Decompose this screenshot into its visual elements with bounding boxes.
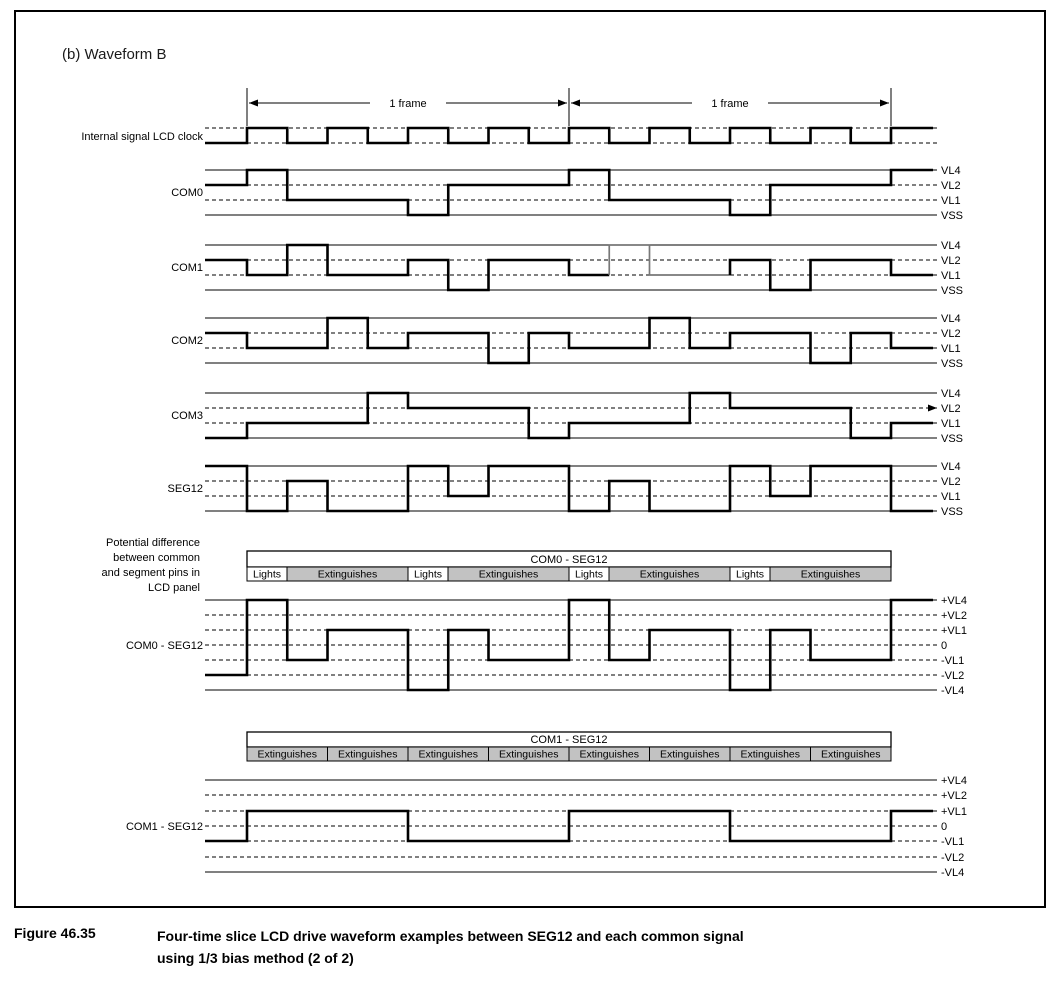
level-label-VL1: VL1 bbox=[941, 491, 961, 503]
level-label--VL1: -VL1 bbox=[941, 836, 965, 848]
level-label-VL1: VL1 bbox=[941, 343, 961, 355]
band-cell-label: Extinguishes bbox=[659, 748, 720, 761]
arrowhead-right-icon bbox=[558, 100, 567, 107]
com1-seg12-band bbox=[247, 732, 891, 761]
band-cell-label: Extinguishes bbox=[498, 748, 559, 761]
waveform-com3 bbox=[205, 393, 933, 438]
signal-label-com0: COM0 bbox=[171, 187, 203, 199]
figure-number: Figure 46.35 bbox=[14, 925, 96, 941]
band-cell-label: Extinguishes bbox=[337, 748, 398, 761]
com0-seg12-band bbox=[247, 551, 891, 581]
level-label-+VL2: +VL2 bbox=[941, 790, 967, 802]
level-label-VL1: VL1 bbox=[941, 270, 961, 282]
signal-label-com3: COM3 bbox=[171, 410, 203, 422]
level-label-VL2: VL2 bbox=[941, 255, 961, 267]
level-label-+VL2: +VL2 bbox=[941, 610, 967, 622]
level-label--VL4: -VL4 bbox=[941, 867, 965, 879]
band-header-label: COM1 - SEG12 bbox=[530, 734, 608, 746]
level-label-+VL4: +VL4 bbox=[941, 775, 967, 787]
arrowhead-right-icon bbox=[880, 100, 889, 107]
level-label-+VL4: +VL4 bbox=[941, 595, 967, 607]
note-line-2: and segment pins in bbox=[101, 567, 200, 579]
level-label-0: 0 bbox=[941, 640, 948, 652]
waveform-com1-a bbox=[205, 245, 609, 290]
band-cell-label: Extinguishes bbox=[418, 748, 479, 761]
level-label-VL2: VL2 bbox=[941, 328, 961, 340]
level-label--VL2: -VL2 bbox=[941, 852, 965, 864]
band-cell-label: Extinguishes bbox=[317, 568, 378, 581]
level-label-0: 0 bbox=[941, 821, 948, 833]
row-com1 bbox=[171, 240, 963, 297]
level-label-VL2: VL2 bbox=[941, 180, 961, 192]
note-line-1: between common bbox=[113, 552, 200, 564]
level-label-+VL1: +VL1 bbox=[941, 625, 967, 637]
level-label-VL4: VL4 bbox=[941, 165, 961, 177]
band-cell-label: Lights bbox=[413, 568, 443, 581]
frame-label-0: 1 frame bbox=[389, 98, 427, 110]
level-label-VSS: VSS bbox=[941, 433, 964, 445]
row-com1-seg12 bbox=[126, 775, 967, 879]
waveform-com2 bbox=[205, 318, 933, 363]
level-label-VL1: VL1 bbox=[941, 195, 961, 207]
level-label--VL4: -VL4 bbox=[941, 685, 965, 697]
frame-label-1: 1 frame bbox=[711, 98, 749, 110]
level-label-VSS: VSS bbox=[941, 210, 964, 222]
signal-label-com1-seg12: COM1 - SEG12 bbox=[125, 821, 203, 833]
level-label-VL2: VL2 bbox=[941, 403, 961, 415]
band-header-label: COM0 - SEG12 bbox=[530, 554, 608, 566]
row-lcd-clock bbox=[81, 128, 937, 143]
level-label-VL2: VL2 bbox=[941, 476, 961, 488]
level-label--VL2: -VL2 bbox=[941, 670, 965, 682]
level-label-VL4: VL4 bbox=[941, 240, 961, 252]
waveform-seg12 bbox=[205, 466, 933, 511]
row-com0 bbox=[171, 165, 963, 222]
caption-line-2: using 1/3 bias method (2 of 2) bbox=[157, 950, 354, 966]
band-cell-label: Extinguishes bbox=[639, 568, 700, 581]
band-cell-label: Lights bbox=[252, 568, 282, 581]
signal-label-com1: COM1 bbox=[171, 262, 203, 274]
band-cell-label: Extinguishes bbox=[740, 748, 801, 761]
level-label-VL4: VL4 bbox=[941, 461, 961, 473]
level-label-VSS: VSS bbox=[941, 506, 964, 518]
band-cell-label: Extinguishes bbox=[800, 568, 861, 581]
row-com0-seg12 bbox=[126, 595, 967, 697]
level-label-VL4: VL4 bbox=[941, 388, 961, 400]
signal-label-com2: COM2 bbox=[171, 335, 203, 347]
level-label-VL1: VL1 bbox=[941, 418, 961, 430]
band-cell-label: Extinguishes bbox=[579, 748, 640, 761]
band-cell-label: Lights bbox=[735, 568, 765, 581]
row-com3 bbox=[171, 388, 963, 445]
level-label--VL1: -VL1 bbox=[941, 655, 965, 667]
note-line-3: LCD panel bbox=[148, 582, 200, 594]
row-seg12 bbox=[168, 461, 963, 518]
arrowhead-left-icon bbox=[571, 100, 580, 107]
note-line-0: Potential difference bbox=[106, 537, 200, 549]
level-label-VSS: VSS bbox=[941, 358, 964, 370]
arrowhead-left-icon bbox=[249, 100, 258, 107]
level-label-VSS: VSS bbox=[941, 285, 964, 297]
signal-label-lcd-clock: Internal signal LCD clock bbox=[81, 131, 203, 143]
caption-text bbox=[157, 925, 744, 969]
row-com2 bbox=[171, 313, 963, 370]
waveform-com0 bbox=[205, 170, 933, 215]
band-cell-label: Extinguishes bbox=[257, 748, 318, 761]
figure-title: (b) Waveform B bbox=[62, 46, 167, 63]
level-label-+VL1: +VL1 bbox=[941, 806, 967, 818]
vl2-pointer-arrow bbox=[928, 405, 937, 412]
signal-label-seg12: SEG12 bbox=[167, 483, 203, 495]
caption-line-1: Four-time slice LCD drive waveform examples between SEG12 and each common signal bbox=[157, 928, 744, 944]
potential-difference-note bbox=[102, 537, 200, 594]
frame-markers bbox=[247, 88, 891, 126]
band-cell-label: Extinguishes bbox=[478, 568, 539, 581]
waveform-lcd-clock bbox=[205, 128, 933, 143]
level-label-VL4: VL4 bbox=[941, 313, 961, 325]
band-cell-label: Extinguishes bbox=[820, 748, 881, 761]
signal-label-com0-seg12: COM0 - SEG12 bbox=[125, 640, 203, 652]
band-cell-label: Lights bbox=[574, 568, 604, 581]
